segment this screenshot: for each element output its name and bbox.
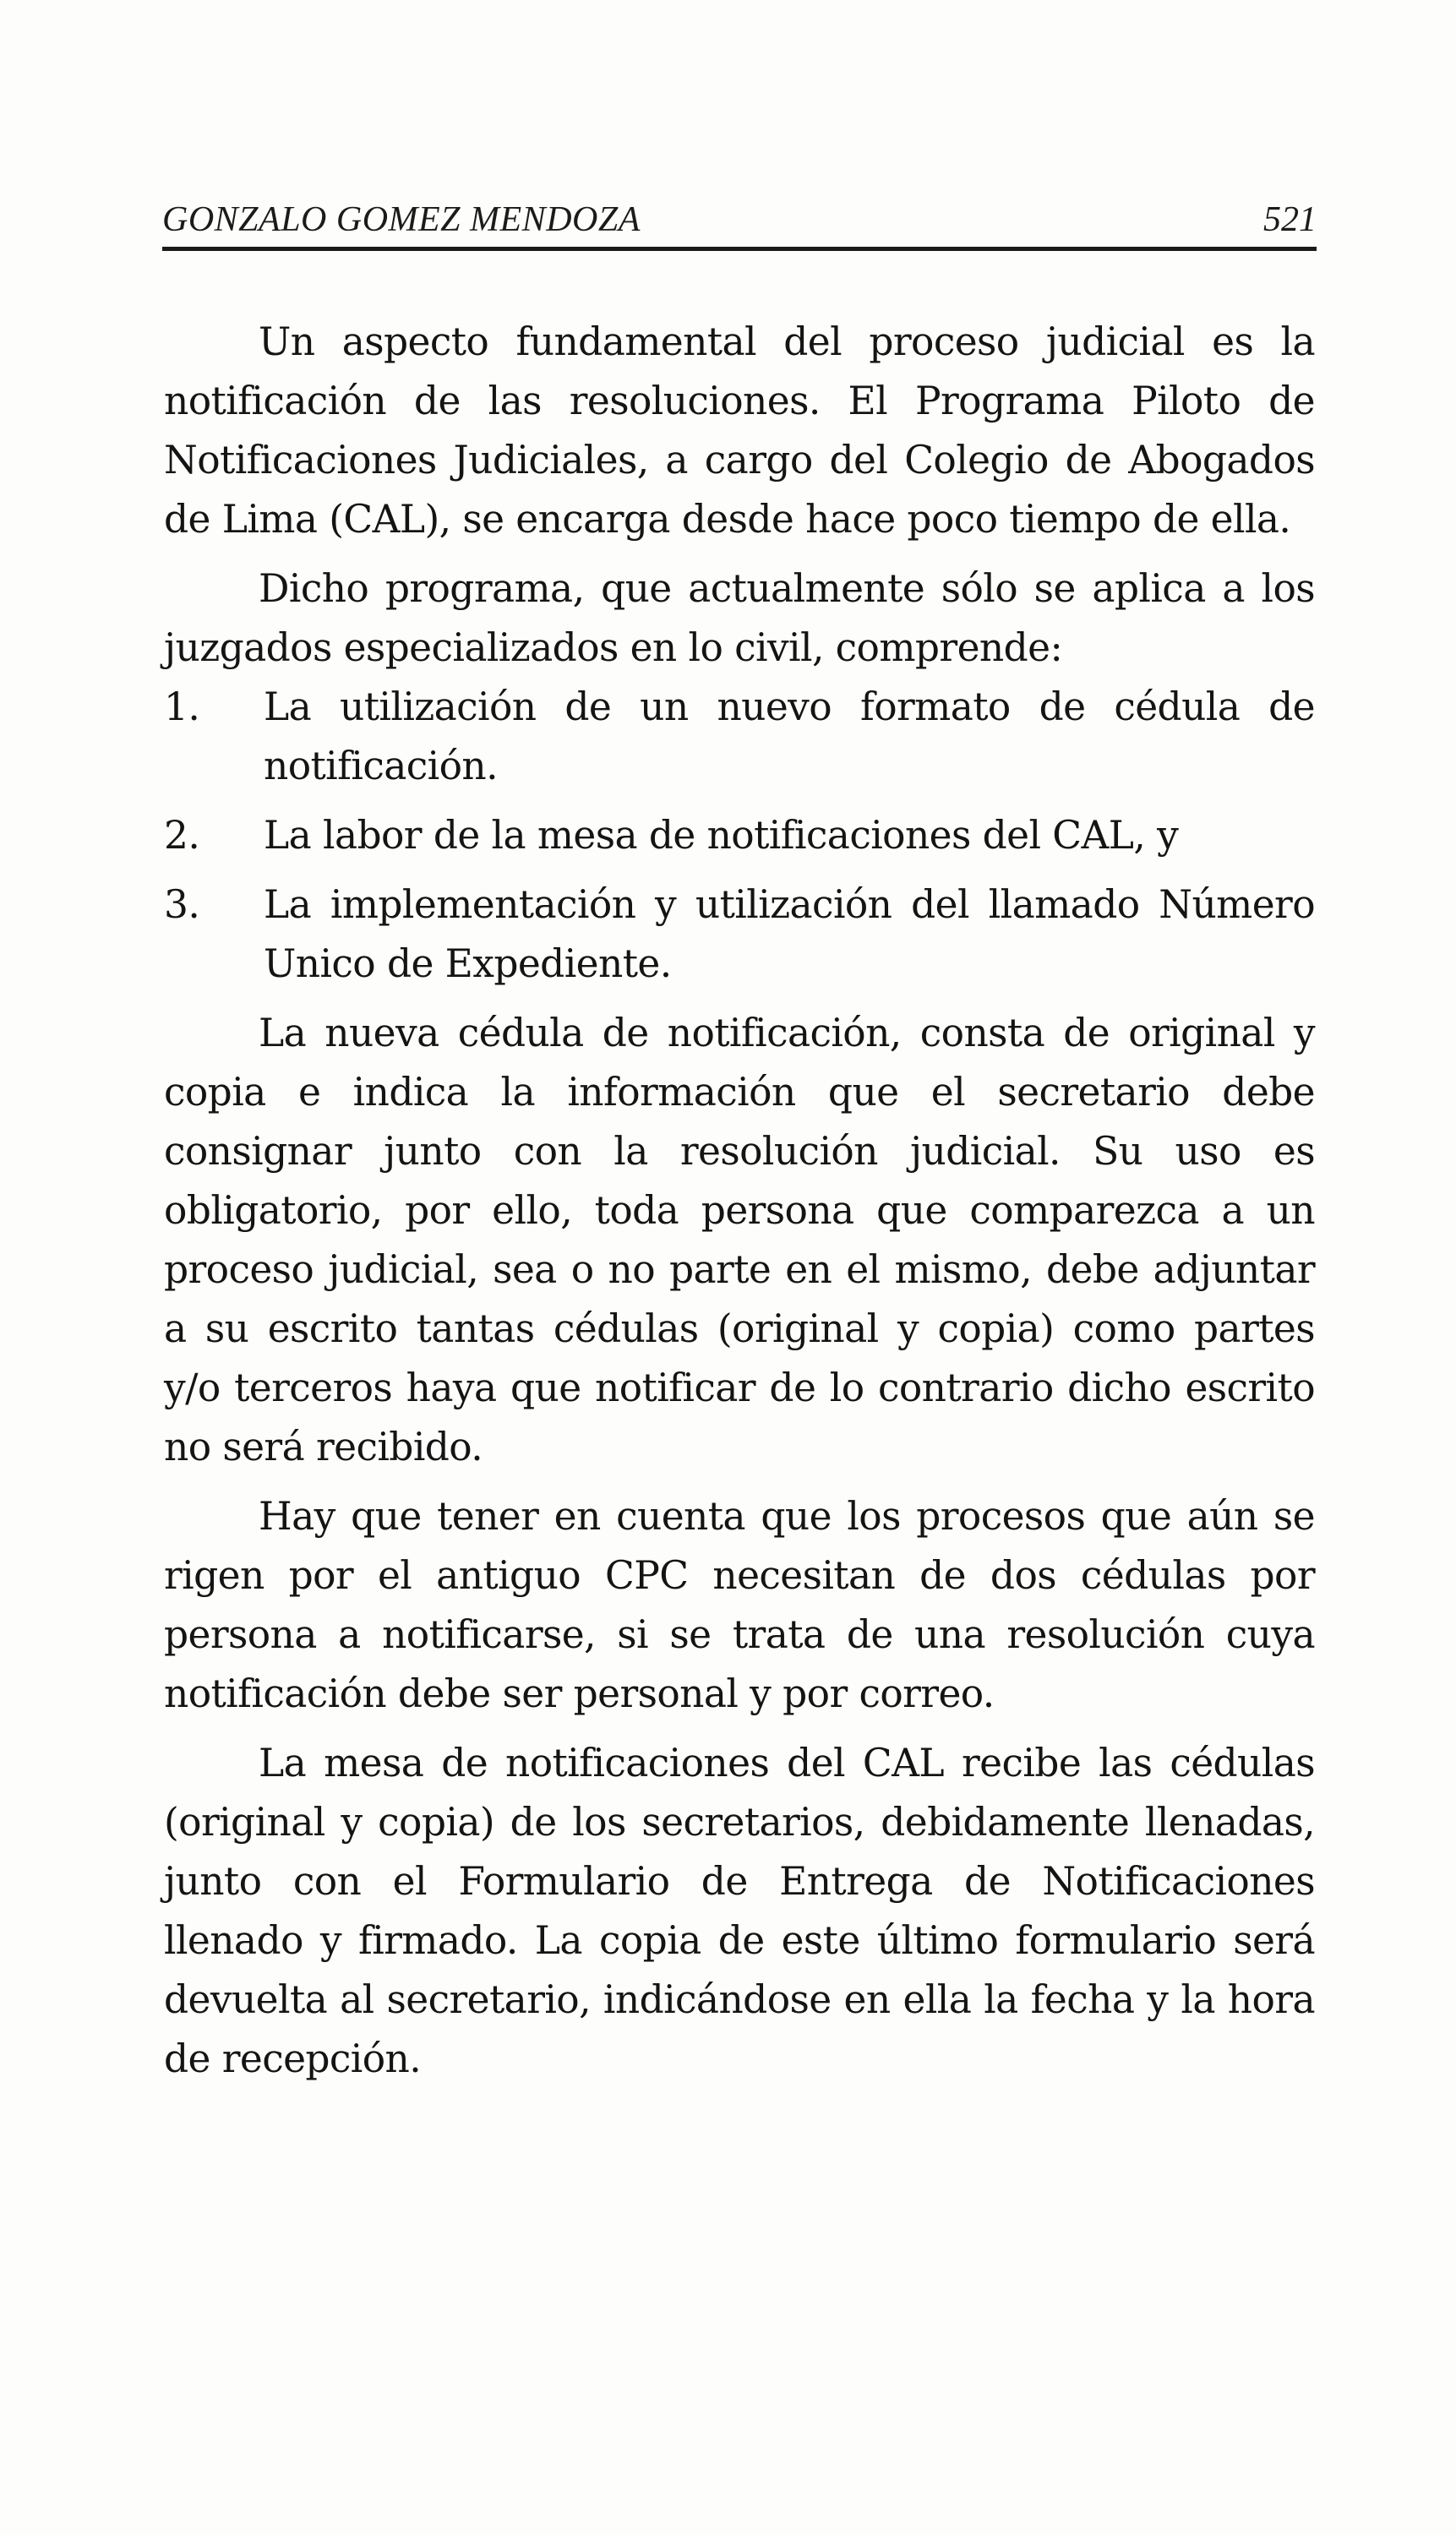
page-number: 521 <box>1263 200 1317 239</box>
list-item-text: La labor de la mesa de notificaciones del CAL, y <box>264 813 1179 858</box>
list-item <box>164 875 1315 994</box>
list-item-text: La implementación y utilización del llamado Número Unico de Expediente. <box>264 882 1315 986</box>
list-item-number: 2. <box>164 813 200 858</box>
paragraph: La mesa de notificaciones del CAL recibe las cédulas (original y copia) de los secretarios, debidamente llenadas, junto con el Formulario de Entrega de Notificaciones llenado y firmado. La copia de este último formulario será devuelta al secretario, indicándose en ella la fecha y la hora de recepción. <box>164 1741 1315 2081</box>
list-item <box>164 678 1315 796</box>
numbered-list <box>164 678 1315 994</box>
list-item-number: 3. <box>164 882 200 927</box>
running-header <box>162 188 1317 251</box>
paragraph: La nueva cédula de notificación, consta de original y copia e indica la información que el secretario debe consignar junto con la resolución judicial. Su uso es obligatorio, por ello, toda persona que comparezca a un proceso judicial, sea o no parte en el mismo, debe adjuntar a su escrito tantas cédulas (original y copia) como partes y/o terceros haya que notificar de lo contrario dicho escrito no será recibido. <box>164 1011 1315 1469</box>
list-item-text: La utilización de un nuevo formato de cédula de notificación. <box>264 684 1315 788</box>
list-item-number: 1. <box>164 684 200 729</box>
paragraph: Dicho programa, que actualmente sólo se aplica a los juzgados especializados en lo civil, comprende: <box>164 566 1315 670</box>
body-text <box>164 313 1315 2089</box>
paragraph: Hay que tener en cuenta que los procesos que aún se rigen por el antiguo CPC necesitan de dos cédulas por persona a notificarse, si se trata de una resolución cuya notificación debe ser personal y por correo. <box>164 1494 1315 1716</box>
header-author: GONZALO GOMEZ MENDOZA <box>162 200 641 239</box>
paragraph: Un aspecto fundamental del proceso judicial es la notificación de las resoluciones. El Programa Piloto de Notificaciones Judiciales, a cargo del Colegio de Abogados de Lima (CAL), se encarga desde hace poco tiempo de ella. <box>164 319 1315 542</box>
list-item <box>164 806 1315 865</box>
